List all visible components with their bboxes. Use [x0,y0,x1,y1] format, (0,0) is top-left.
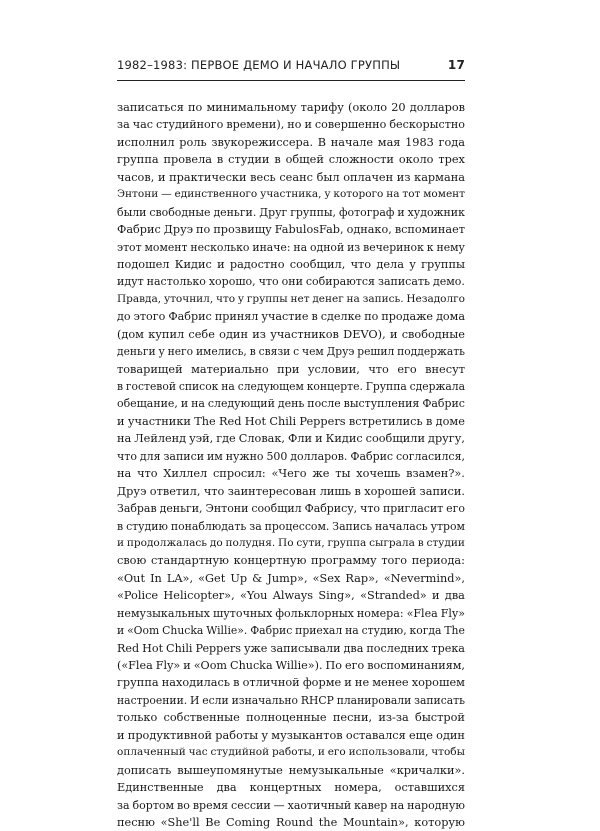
text-line: этот момент несколько иначе: на одной из вечеринок к нему [117,240,465,254]
text-line: и участники The Red Hot Chili Peppers встретились в доме [117,414,465,428]
text-line: Забрав деньги, Энтони сообщил Фабрису, что пригласит его [117,502,465,516]
text-line: что для записи им нужно 500 долларов. Фабрис согласился, [117,449,465,463]
text-line: и продуктивной работы у музыкантов оставался еще один [117,728,465,742]
text-line: Единственные два концертных номера, оставшихся [117,781,465,795]
text-line: и продолжалась до полудня. По сути, группа сыграла в студии [117,536,465,549]
text-line: группа провела в студии в общей сложности около трех [117,153,465,167]
text-line: и «Oom Chucka Willie». Фабрис приехал на студию, когда The [117,624,465,638]
text-line: немузыкальных шуточных фольклорных номера: «Flea Fly» [117,606,465,620]
text-line: дописать вышеупомянутые немузыкальные «кричалки». [117,763,465,777]
page-number: 17 [447,58,465,72]
text-line: «Out In LA», «Get Up & Jump», «Sex Rap», «Nevermind», [117,571,465,585]
text-line: песню «She'll Be Coming Round the Mountain», которую [117,815,465,829]
text-line: Энтони — единственного участника, у которого на тот момент [117,188,465,201]
text-line: за бортом во время сессии — хаотичный кавер на народную [117,798,465,812]
text-line: «Police Helicopter», «You Always Sing», «Stranded» и два [117,589,465,603]
text-line: группа находилась в отличной форме и не менее хорошем [117,676,465,690]
text-line: товарищей материально при условии, что его внесут [117,362,465,376]
text-line: обещание, и на следующий день после выступления Фабрис [117,397,465,411]
text-line: («Flea Fly» и «Oom Chucka Willie»). По его воспоминаниям, [117,659,465,672]
text-line: были свободные деньги. Друг группы, фотограф и художник [117,205,465,219]
text-line: за час студийного времени), но и совершенно бескорыстно [117,118,465,132]
text-line: до этого Фабрис принял участие в сделке по продаже дома [117,310,465,324]
text-line: оплаченный час студийной работы, и его использовали, чтобы [117,746,465,759]
chapter-title: 1982–1983: ПЕРВОЕ ДЕМО И НАЧАЛО ГРУППЫ [117,58,401,72]
text-line: в гостевой список на следующем концерте. Группа сдержала [117,380,465,393]
text-line: записаться по минимальному тарифу (около 20 долларов [117,101,465,114]
text-line: исполнил роль звукорежиссера. В начале мая 1983 года [117,135,465,149]
text-line: Правда, уточнил, что у группы нет денег на запись. Незадолго [117,292,465,305]
text-line: на что Хиллел спросил: «Чего же ты хочешь взамен?». [117,467,465,481]
text-line: часов, и практически весь сеанс был оплачен из кармана [117,170,465,184]
text-line: на Лейленд уэй, где Словак, Фли и Кидис сообщили другу, [117,432,465,446]
text-line: Red Hot Chili Peppers уже записывали два последних трека [117,641,465,655]
text-line: идут настолько хорошо, что они собираются записать демо. [117,275,465,289]
text-line: (дом купил себе один из участников DEVO), и свободные [117,327,465,341]
text-line: в студию понаблюдать за процессом. Запись началась утром [117,519,465,533]
text-line: подошел Кидис и радостно сообщил, что дела у группы [117,257,465,271]
text-line: настроении. И если изначально RHCP планировали записать [117,693,465,707]
text-line: Фабрис Друэ по прозвищу FabulosFab, однако, вспоминает [117,223,465,237]
text-line: деньги у него имелись, в связи с чем Друэ решил поддержать [117,345,465,359]
text-line: свою стандартную концертную программу того периода: [117,554,465,568]
text-line: только собственные полноценные песни, из-за быстрой [117,711,465,725]
text-line: Друэ ответил, что заинтересован лишь в хорошей записи. [117,484,465,498]
body-text [117,99,465,831]
running-head [117,58,465,81]
